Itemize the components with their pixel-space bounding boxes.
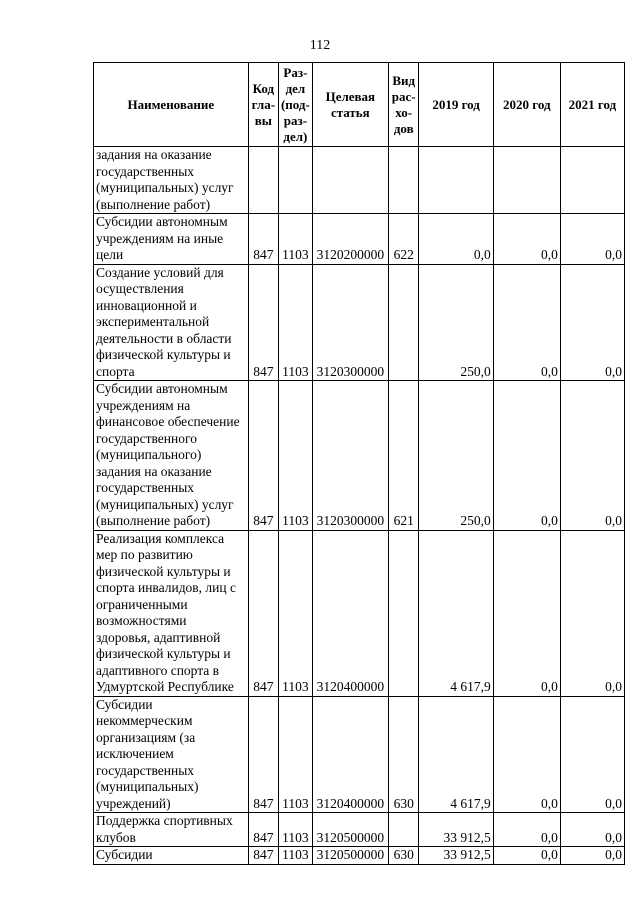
cell-name: Реализация комплекса мер по развитию физической культуры и спорта инвалидов, лиц с ограниченными возможностями здоровья, адаптивной физической культуры и адаптивного спорта в Удмуртской Республике <box>94 530 249 696</box>
table-row <box>94 381 625 531</box>
table-row <box>94 813 625 847</box>
cell-2020: 0,0 <box>493 847 560 865</box>
header-row <box>94 63 625 147</box>
cell-expense-type <box>388 264 419 381</box>
cell-section: 1103 <box>279 813 313 847</box>
table-row <box>94 696 625 813</box>
cell-expense-type <box>388 530 419 696</box>
cell-2019: 4 617,9 <box>419 530 493 696</box>
header-2020: 2020 год <box>493 63 560 147</box>
cell-2019 <box>419 147 493 214</box>
table-row <box>94 530 625 696</box>
header-2021: 2021 год <box>560 63 624 147</box>
cell-target-article: 3120300000 <box>312 264 388 381</box>
cell-expense-type: 630 <box>388 847 419 865</box>
cell-2021: 0,0 <box>560 696 624 813</box>
cell-2020: 0,0 <box>493 264 560 381</box>
cell-ministry-code: 847 <box>248 696 279 813</box>
cell-expense-type: 622 <box>388 214 419 265</box>
cell-ministry-code: 847 <box>248 813 279 847</box>
cell-2020 <box>493 147 560 214</box>
cell-2021: 0,0 <box>560 813 624 847</box>
cell-2019: 250,0 <box>419 264 493 381</box>
cell-target-article: 3120500000 <box>312 813 388 847</box>
cell-2021: 0,0 <box>560 847 624 865</box>
cell-target-article: 3120400000 <box>312 696 388 813</box>
cell-name: Субсидии автономным учреждениям на финансовое обеспечение государственного (муниципального) задания на оказание государственных (муниципальных) услуг (выполнение работ) <box>94 381 249 531</box>
cell-2019: 4 617,9 <box>419 696 493 813</box>
cell-target-article: 3120500000 <box>312 847 388 865</box>
cell-2021: 0,0 <box>560 381 624 531</box>
cell-target-article <box>312 147 388 214</box>
cell-name: Субсидии автономным учреждениям на иные цели <box>94 214 249 265</box>
cell-2019: 33 912,5 <box>419 813 493 847</box>
cell-name: задания на оказание государственных (муниципальных) услуг (выполнение работ) <box>94 147 249 214</box>
cell-name: Поддержка спортивных клубов <box>94 813 249 847</box>
cell-target-article: 3120300000 <box>312 381 388 531</box>
cell-target-article: 3120400000 <box>312 530 388 696</box>
cell-section: 1103 <box>279 381 313 531</box>
cell-ministry-code: 847 <box>248 847 279 865</box>
table-row <box>94 847 625 865</box>
page-number: 112 <box>309 38 331 53</box>
header-name: Наименование <box>94 63 249 147</box>
cell-expense-type <box>388 813 419 847</box>
cell-target-article: 3120200000 <box>312 214 388 265</box>
cell-ministry-code <box>248 147 279 214</box>
cell-2019: 250,0 <box>419 381 493 531</box>
cell-ministry-code: 847 <box>248 264 279 381</box>
cell-name: Создание условий для осуществления инновационной и экспериментальной деятельности в области физической культуры и спорта <box>94 264 249 381</box>
cell-expense-type <box>388 147 419 214</box>
header-target-article: Целевая статья <box>312 63 388 147</box>
header-expense-type: Вид рас- хо- дов <box>388 63 419 147</box>
cell-section: 1103 <box>279 264 313 381</box>
cell-2021: 0,0 <box>560 214 624 265</box>
cell-expense-type: 621 <box>388 381 419 531</box>
cell-section: 1103 <box>279 696 313 813</box>
cell-2020: 0,0 <box>493 696 560 813</box>
cell-2019: 33 912,5 <box>419 847 493 865</box>
cell-2020: 0,0 <box>493 381 560 531</box>
cell-section <box>279 147 313 214</box>
cell-2021: 0,0 <box>560 264 624 381</box>
cell-section: 1103 <box>279 847 313 865</box>
header-section: Раз- дел (под- раз- дел) <box>279 63 313 147</box>
cell-2020: 0,0 <box>493 813 560 847</box>
table-row <box>94 147 625 214</box>
table-row <box>94 214 625 265</box>
cell-section: 1103 <box>279 214 313 265</box>
budget-table <box>93 62 625 865</box>
cell-expense-type: 630 <box>388 696 419 813</box>
cell-ministry-code: 847 <box>248 381 279 531</box>
cell-2019: 0,0 <box>419 214 493 265</box>
cell-2021 <box>560 147 624 214</box>
cell-name: Субсидии некоммерческим организациям (за исключением государственных (муниципальных) учреждений) <box>94 696 249 813</box>
cell-2020: 0,0 <box>493 530 560 696</box>
header-2019: 2019 год <box>419 63 493 147</box>
cell-ministry-code: 847 <box>248 214 279 265</box>
cell-name: Субсидии <box>94 847 249 865</box>
header-ministry-code: Код гла- вы <box>248 63 279 147</box>
cell-section: 1103 <box>279 530 313 696</box>
table-row <box>94 264 625 381</box>
cell-2021: 0,0 <box>560 530 624 696</box>
cell-2020: 0,0 <box>493 214 560 265</box>
cell-ministry-code: 847 <box>248 530 279 696</box>
